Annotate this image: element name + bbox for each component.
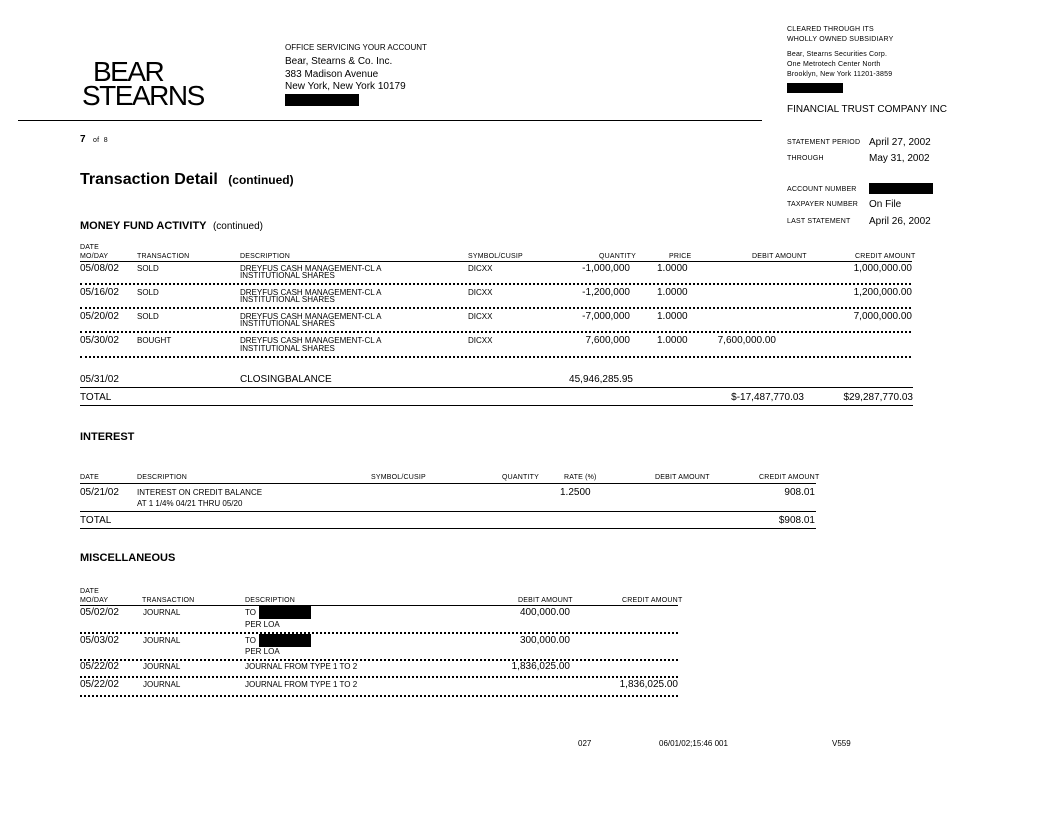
page-of: of xyxy=(93,137,100,144)
row-transaction: JOURNAL xyxy=(143,608,181,617)
row-quantity: -1,000,000 xyxy=(582,263,630,274)
row-desc-2: INSTITUTIONAL SHARES xyxy=(240,319,335,328)
col-rate: RATE (%) xyxy=(564,474,597,481)
row-symbol: DICXX xyxy=(468,288,493,297)
row-desc-1: JOURNAL FROM TYPE 1 TO 2 xyxy=(245,662,358,671)
footer-code-1: 027 xyxy=(578,739,592,748)
closing-label: CLOSINGBALANCE xyxy=(240,374,332,385)
row-desc-1: TO xyxy=(245,636,256,645)
row-symbol: DICXX xyxy=(468,312,493,321)
redacted-block xyxy=(787,83,843,93)
clearing-firm-line-1: Bear, Stearns Securities Corp. xyxy=(787,51,888,58)
col-transaction: TRANSACTION xyxy=(137,253,190,260)
row-desc-2: INSTITUTIONAL SHARES xyxy=(240,271,335,280)
row-date: 05/30/02 xyxy=(80,335,119,346)
cleared-line-1: CLEARED THROUGH ITS xyxy=(787,26,874,33)
row-date: 05/08/02 xyxy=(80,263,119,274)
row-divider xyxy=(80,307,911,309)
row-desc-1: INTEREST ON CREDIT BALANCE xyxy=(137,488,263,497)
row-divider xyxy=(80,283,911,285)
row-debit: 1,836,025.00 xyxy=(511,661,570,672)
closing-rule xyxy=(80,387,913,388)
row-divider xyxy=(80,331,911,333)
col-description: DESCRIPTION xyxy=(245,597,296,604)
total-credit: $29,287,770.03 xyxy=(843,392,913,403)
row-credit: 7,000,000.00 xyxy=(853,311,912,322)
redacted-block xyxy=(259,634,311,647)
row-divider xyxy=(80,356,911,358)
col-credit: CREDIT AMOUNT xyxy=(855,253,916,260)
col-quantity: QUANTITY xyxy=(599,253,636,260)
row-transaction: SOLD xyxy=(137,288,159,297)
bear-stearns-logo xyxy=(82,56,204,111)
office-line-3: New York, New York 10179 xyxy=(285,81,406,92)
col-transaction: TRANSACTION xyxy=(142,597,195,604)
money-fund-heading xyxy=(80,216,263,234)
clearing-firm-line-2: One Metrotech Center North xyxy=(787,61,881,68)
total-rule xyxy=(80,405,913,406)
col-credit: CREDIT AMOUNT xyxy=(759,474,820,481)
row-quantity: 7,600,000 xyxy=(585,335,630,346)
office-line-2: 383 Madison Avenue xyxy=(285,69,379,80)
misc-header-rule xyxy=(80,605,678,606)
row-desc-1: TO xyxy=(245,608,256,617)
row-quantity: -7,000,000 xyxy=(582,311,630,322)
row-transaction: SOLD xyxy=(137,264,159,273)
clearing-block xyxy=(787,25,947,115)
interest-heading: INTEREST xyxy=(80,431,135,443)
interest-total-label: TOTAL xyxy=(80,515,112,526)
title-sub: (continued) xyxy=(228,173,294,187)
row-divider xyxy=(80,659,678,661)
row-debit: 300,000.00 xyxy=(519,635,570,646)
money-fund-header-rule xyxy=(80,261,912,262)
row-debit: 400,000.00 xyxy=(519,607,570,618)
through-label: THROUGH xyxy=(787,155,824,162)
col-quantity: QUANTITY xyxy=(502,474,539,481)
row-symbol: DICXX xyxy=(468,336,493,345)
col-credit: CREDIT AMOUNT xyxy=(622,597,683,604)
row-transaction: JOURNAL xyxy=(143,680,181,689)
taxpayer-value: On File xyxy=(869,199,902,210)
last-statement-value: April 26, 2002 xyxy=(869,216,931,227)
row-date: 05/03/02 xyxy=(80,635,119,646)
account-label: ACCOUNT NUMBER xyxy=(787,186,857,193)
row-date: 05/02/02 xyxy=(80,607,119,618)
row-desc-1: DREYFUS CASH MANAGEMENT-CL A xyxy=(240,312,382,321)
row-credit: 908.01 xyxy=(784,487,815,498)
row-desc-1: DREYFUS CASH MANAGEMENT-CL A xyxy=(240,264,382,273)
closing-value: 45,946,285.95 xyxy=(569,374,633,385)
page-current: 7 xyxy=(80,134,86,145)
row-divider xyxy=(80,632,678,634)
row-credit: 1,200,000.00 xyxy=(853,287,912,298)
col-price: PRICE xyxy=(669,253,692,260)
col-date: DATE xyxy=(80,474,99,481)
row-desc-2: INSTITUTIONAL SHARES xyxy=(240,295,335,304)
interest-total-credit: $908.01 xyxy=(778,515,815,526)
office-block xyxy=(285,43,427,111)
closing-date: 05/31/02 xyxy=(80,374,119,385)
row-credit: 1,836,025.00 xyxy=(619,679,678,690)
total-label: TOTAL xyxy=(80,392,112,403)
taxpayer-label: TAXPAYER NUMBER xyxy=(787,201,859,208)
header-rule xyxy=(18,120,762,121)
trust-company: FINANCIAL TRUST COMPANY INC xyxy=(787,104,948,115)
logo-line-1: BEAR xyxy=(93,56,164,87)
page-total: 8 xyxy=(103,137,108,144)
col-symbol: SYMBOL/CUSIP xyxy=(468,253,523,260)
period-value: April 27, 2002 xyxy=(869,137,931,148)
col-date-top: DATE xyxy=(80,244,99,251)
row-desc-2: INSTITUTIONAL SHARES xyxy=(240,344,335,353)
title-main: Transaction Detail xyxy=(80,171,218,188)
office-line-1: Bear, Stearns & Co. Inc. xyxy=(285,56,393,67)
logo-line-2: STEARNS xyxy=(82,80,204,111)
row-transaction: JOURNAL xyxy=(143,636,181,645)
cleared-line-2: WHOLLY OWNED SUBSIDIARY xyxy=(787,36,894,43)
col-symbol: SYMBOL/CUSIP xyxy=(371,474,426,481)
row-date: 05/22/02 xyxy=(80,661,119,672)
row-desc-1: JOURNAL FROM TYPE 1 TO 2 xyxy=(245,680,358,689)
col-debit: DEBIT AMOUNT xyxy=(655,474,710,481)
col-description: DESCRIPTION xyxy=(137,474,188,481)
row-quantity: -1,200,000 xyxy=(582,287,630,298)
footer-code-2: V559 xyxy=(832,739,851,748)
redacted-block xyxy=(285,94,359,106)
total-debit: $-17,487,770.03 xyxy=(731,392,804,403)
money-fund-title: MONEY FUND ACTIVITY xyxy=(80,220,207,232)
col-debit: DEBIT AMOUNT xyxy=(518,597,573,604)
row-price: 1.0000 xyxy=(657,311,688,322)
row-desc-1: DREYFUS CASH MANAGEMENT-CL A xyxy=(240,288,382,297)
last-statement-label: LAST STATEMENT xyxy=(787,218,851,225)
page-title xyxy=(80,171,294,189)
row-symbol: DICXX xyxy=(468,264,493,273)
page-number xyxy=(80,129,108,147)
col-description: DESCRIPTION xyxy=(240,253,291,260)
row-price: 1.0000 xyxy=(657,287,688,298)
period-label: STATEMENT PERIOD xyxy=(787,139,861,146)
row-credit: 1,000,000.00 xyxy=(853,263,912,274)
col-date-top: DATE xyxy=(80,588,99,595)
row-transaction: BOUGHT xyxy=(137,336,172,345)
row-desc-2: PER LOA xyxy=(245,620,280,629)
row-transaction: JOURNAL xyxy=(143,662,181,671)
redacted-block xyxy=(259,606,311,619)
col-date: MO/DAY xyxy=(80,253,109,260)
row-desc-2: PER LOA xyxy=(245,647,280,656)
row-date: 05/16/02 xyxy=(80,287,119,298)
col-date: MO/DAY xyxy=(80,597,109,604)
clearing-firm-line-3: Brooklyn, New York 11201-3859 xyxy=(787,71,893,78)
col-debit: DEBIT AMOUNT xyxy=(752,253,807,260)
footer-timestamp: 06/01/02;15:46 001 xyxy=(659,739,728,748)
through-value: May 31, 2002 xyxy=(869,153,930,164)
row-desc-1: DREYFUS CASH MANAGEMENT-CL A xyxy=(240,336,382,345)
row-divider xyxy=(80,695,678,697)
row-debit: 7,600,000.00 xyxy=(717,335,776,346)
row-desc-2: AT 1 1/4% 04/21 THRU 05/20 xyxy=(137,499,243,508)
interest-header-rule xyxy=(80,483,816,484)
misc-heading: MISCELLANEOUS xyxy=(80,552,176,564)
row-divider xyxy=(80,676,678,678)
row-date: 05/22/02 xyxy=(80,679,119,690)
row-date: 05/21/02 xyxy=(80,487,119,498)
interest-total-rule xyxy=(80,528,816,529)
interest-rule xyxy=(80,511,816,512)
row-price: 1.0000 xyxy=(657,335,688,346)
row-date: 05/20/02 xyxy=(80,311,119,322)
office-label: OFFICE SERVICING YOUR ACCOUNT xyxy=(285,43,427,52)
row-transaction: SOLD xyxy=(137,312,159,321)
row-price: 1.0000 xyxy=(657,263,688,274)
row-rate: 1.2500 xyxy=(560,487,591,498)
money-fund-sub: (continued) xyxy=(212,221,263,232)
redacted-account xyxy=(869,183,933,194)
